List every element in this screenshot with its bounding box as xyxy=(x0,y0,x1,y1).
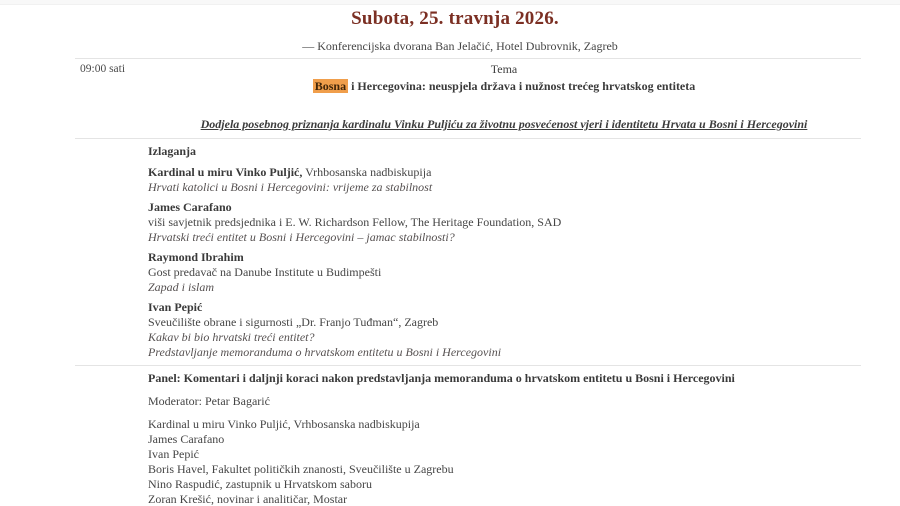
panel-heading: Panel: Komentari i daljnji koraci nakon predstavljanja memoranduma o hrvatskom entitetu u Bosni i Hercegovini xyxy=(148,371,735,385)
search-highlight: Bosna xyxy=(314,79,347,93)
panel-section xyxy=(148,371,868,506)
speaker-name: Kardinal u miru Vinko Puljić, xyxy=(148,165,303,179)
speaker-name-line xyxy=(148,165,868,180)
panelist-row: Kardinal u miru Vinko Puljić, Vrhbosanska nadbiskupija xyxy=(148,417,420,431)
panelist-row: James Carafano xyxy=(148,432,225,446)
divider xyxy=(75,58,861,59)
recognition-line: Dodjela posebnog priznanja kardinalu Vinku Puljiću za životnu posvećenost vjeri i identitetu Hrvata u Bosni i Hercegovini xyxy=(200,117,808,131)
venue-line: — Konferencijska dvorana Ban Jelačić, Hotel Dubrovnik, Zagreb xyxy=(302,39,618,53)
speaker-name: Raymond Ibrahim xyxy=(148,250,244,264)
time-label: 09:00 sati xyxy=(80,63,126,75)
moderator-line: Moderator: Petar Bagarić xyxy=(148,394,270,408)
speaker-affiliation: Vrhbosanska nadbiskupija xyxy=(302,165,432,179)
speaker-role: viši savjetnik predsjednika i E. W. Richardson Fellow, The Heritage Foundation, SAD xyxy=(148,215,562,229)
izlaganja-section xyxy=(148,144,868,360)
panelist-row: Boris Havel, Fakultet političkih znanosti, Sveučilište u Zagrebu xyxy=(148,462,454,476)
panelist-list xyxy=(148,417,868,506)
page-title: Subota, 25. travnja 2026. xyxy=(351,8,559,29)
divider xyxy=(75,138,861,139)
panelist-row: Zoran Krešić, novinar i analitičar, Mostar xyxy=(148,492,348,506)
talk-title: Hrvati katolici u Bosni i Hercegovini: vrijeme za stabilnost xyxy=(148,180,433,194)
session-topic-text: i Hercegovina: neuspjela država i nužnost trećeg hrvatskog entiteta xyxy=(348,79,696,93)
panelist-row: Ivan Pepić xyxy=(148,447,199,461)
talk-title: Zapad i islam xyxy=(148,280,215,294)
speaker-name: James Carafano xyxy=(148,200,232,214)
divider xyxy=(75,365,861,366)
speaker-role: Gost predavač na Danube Institute u Budimpešti xyxy=(148,265,382,279)
speaker-name: Ivan Pepić xyxy=(148,300,203,314)
session-topic xyxy=(148,79,860,94)
panelist-row: Nino Raspudić, zastupnik u Hrvatskom saboru xyxy=(148,477,372,491)
talk-title: Kakav bi bio hrvatski treći entitet? xyxy=(148,330,315,344)
speaker-block xyxy=(148,200,868,245)
talk-title: Predstavljanje memoranduma o hrvatskom entitetu u Bosni i Hercegovini xyxy=(148,345,502,359)
speaker-block xyxy=(148,250,868,295)
speaker-role: Sveučilište obrane i sigurnosti „Dr. Franjo Tuđman“, Zagreb xyxy=(148,315,439,329)
window-top-strip xyxy=(0,0,900,5)
izlaganja-heading: Izlaganja xyxy=(148,144,196,158)
tema-label: Tema xyxy=(490,62,518,76)
talk-title: Hrvatski treći entitet u Bosni i Hercegovini – jamac stabilnosti? xyxy=(148,230,455,244)
speaker-block xyxy=(148,300,868,360)
speaker-block xyxy=(148,165,868,195)
